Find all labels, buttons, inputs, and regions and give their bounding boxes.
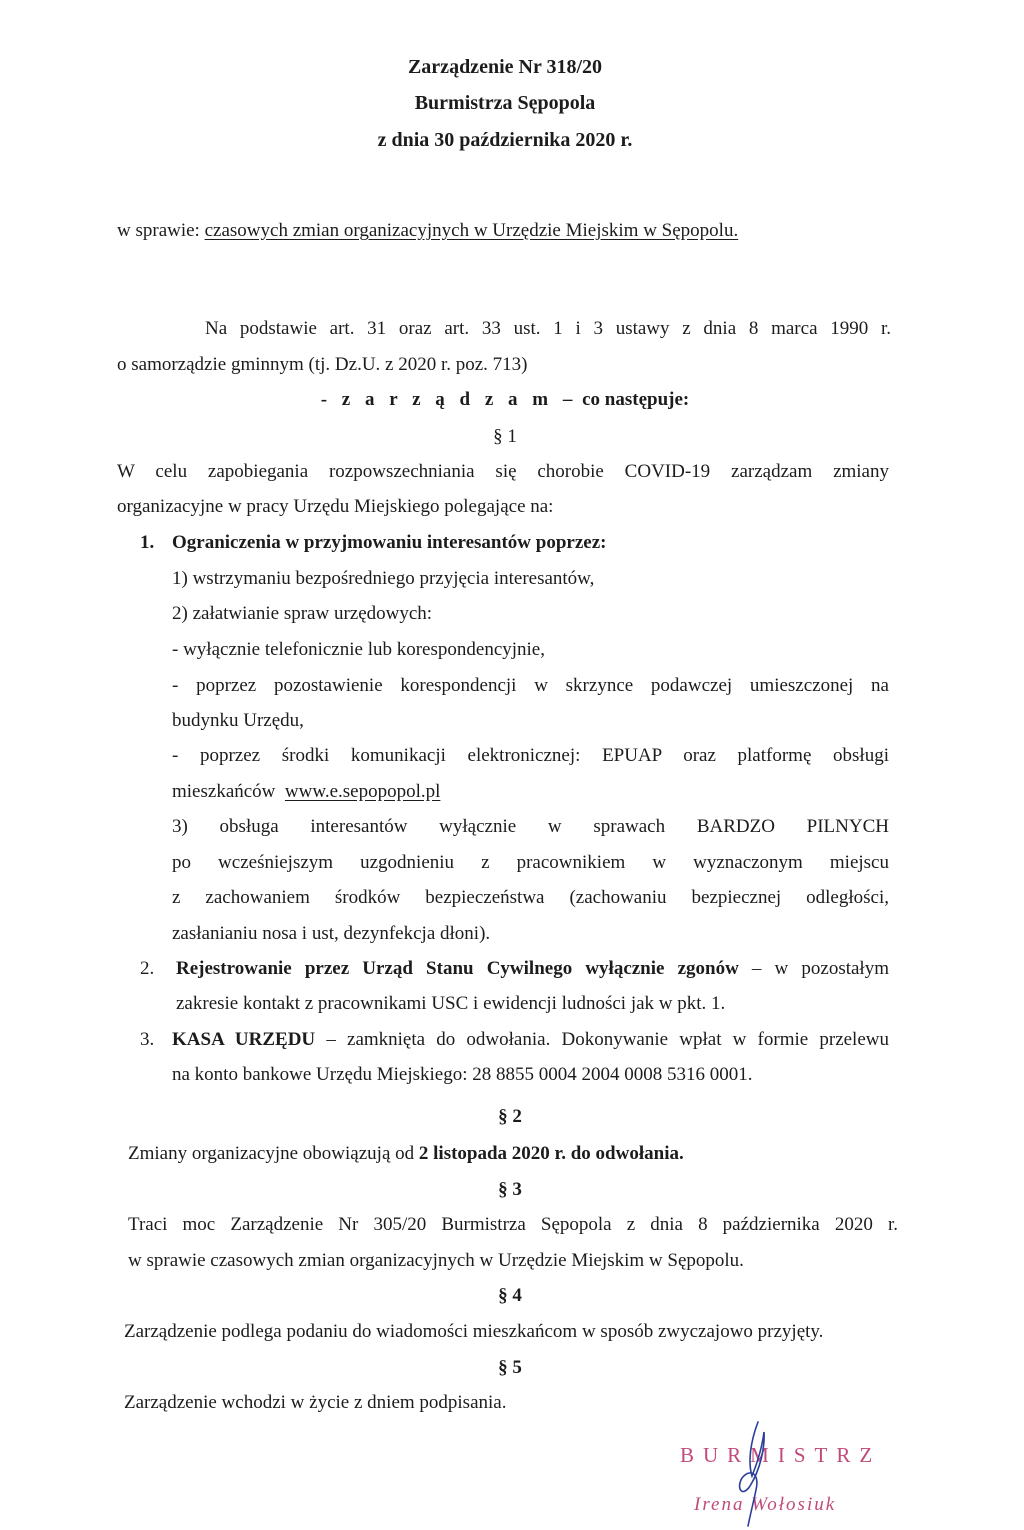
- item2-line1: [176, 957, 889, 981]
- dash-item-3-prefix: mieszkańców: [172, 781, 285, 802]
- par2-prefix: Zmiany organizacyjne obowiązują od: [128, 1143, 419, 1164]
- item2-line2: zakresie kontakt z pracownikami USC i ewidencji ludności jak w pkt. 1.: [176, 993, 726, 1014]
- item2-bold: Rejestrowanie przez Urząd Stanu Cywilnego wyłącznie zgonów: [176, 958, 739, 979]
- item3-line1: [172, 1028, 889, 1052]
- item2-rest: – w pozostałym: [738, 958, 889, 979]
- stamp-name: Irena Wołosiuk: [694, 1494, 837, 1515]
- ordering-spaced: - z a r z ą d z a m –: [320, 389, 578, 410]
- section-2-heading: § 2: [498, 1106, 522, 1127]
- document-title: Zarządzenie Nr 318/20: [407, 56, 603, 78]
- sub-item-1: 1) wstrzymaniu bezpośredniego przyjęcia interesantów,: [172, 568, 595, 589]
- subject-prefix: w sprawie:: [117, 220, 205, 241]
- par2-text: [128, 1142, 684, 1166]
- par3-line2: w sprawie czasowych zmian organizacyjnych w Urzędzie Miejskim w Sępopolu.: [128, 1250, 744, 1271]
- subject-line: [117, 219, 738, 243]
- ordering-rest: co następuje:: [577, 389, 690, 410]
- par2-bold: 2 listopada 2020 r. do odwołania.: [418, 1143, 684, 1164]
- dash-item-3-line1: - poprzez środki komunikacji elektronicznej: EPUAP oraz platformę obsługi: [172, 745, 889, 766]
- par4-text: Zarządzenie podlega podaniu do wiadomości mieszkańcom w sposób zwyczajowo przyjęty.: [124, 1321, 824, 1342]
- dash-item-1: - wyłącznie telefonicznie lub korespondencyjnie,: [172, 639, 545, 660]
- item3-rest: – zamknięta do odwołania. Dokonywanie wpłat w formie przelewu: [315, 1029, 889, 1050]
- subject-text: czasowych zmian organizacyjnych w Urzędzie Miejskim w Sępopolu.: [204, 220, 739, 241]
- section-5-heading: § 5: [498, 1357, 522, 1378]
- par1-intro-line2: organizacyjne w pracy Urzędu Miejskiego polegające na:: [117, 496, 554, 517]
- section-4-heading: § 4: [498, 1285, 522, 1306]
- document-date: z dnia 30 października 2020 r.: [377, 129, 633, 151]
- dash-item-2-line1: - poprzez pozostawienie korespondencji w skrzynce podawczej umieszczonej na: [172, 675, 889, 696]
- item3-line2: na konto bankowe Urzędu Miejskiego: 28 8855 0004 2004 0008 5316 0001.: [172, 1064, 753, 1085]
- sub-item-3-line3: z zachowaniem środków bezpieczeństwa (zachowaniu bezpiecznej odległości,: [172, 887, 889, 908]
- dash-item-3-line2: [172, 780, 440, 804]
- par5-text: Zarządzenie wchodzi w życie z dniem podpisania.: [124, 1392, 507, 1413]
- handwritten-signature: [720, 1418, 780, 1528]
- section-1-heading: § 1: [493, 426, 517, 447]
- website-link[interactable]: www.e.sepopopol.pl: [284, 781, 441, 802]
- item1-title: Ograniczenia w przyjmowaniu interesantów poprzez:: [172, 532, 607, 553]
- sub-item-3-line4: zasłanianiu nosa i ust, dezynfekcja dłoni).: [172, 923, 491, 944]
- section-3-heading: § 3: [498, 1179, 522, 1200]
- sub-item-3-line1: 3) obsługa interesantów wyłącznie w sprawach BARDZO PILNYCH: [172, 816, 889, 837]
- ordering-clause: [0, 388, 1010, 412]
- document-issuer: Burmistrza Sępopola: [414, 92, 596, 114]
- dash-item-2-line2: budynku Urzędu,: [172, 710, 304, 731]
- sub-item-3-line2: po wcześniejszym uzgodnieniu z pracownikiem w wyznaczonym miejscu: [172, 852, 889, 873]
- par3-line1: Traci moc Zarządzenie Nr 305/20 Burmistrza Sępopola z dnia 8 października 2020 r.: [128, 1214, 898, 1235]
- item3-number: 3.: [140, 1029, 155, 1050]
- item2-number: 2.: [140, 958, 155, 979]
- sub-item-2: 2) załatwianie spraw urzędowych:: [172, 603, 433, 624]
- legal-basis-line2: o samorządzie gminnym (tj. Dz.U. z 2020 r. poz. 713): [117, 354, 528, 375]
- legal-basis-line1: Na podstawie art. 31 oraz art. 33 ust. 1 i 3 ustawy z dnia 8 marca 1990 r.: [205, 318, 891, 339]
- par1-intro-line1: W celu zapobiegania rozpowszechniania się chorobie COVID-19 zarządzam zmiany: [117, 461, 889, 482]
- item3-bold: KASA URZĘDU: [172, 1029, 316, 1050]
- stamp-title: BURMISTRZ: [680, 1443, 882, 1467]
- item1-number: 1.: [140, 532, 155, 553]
